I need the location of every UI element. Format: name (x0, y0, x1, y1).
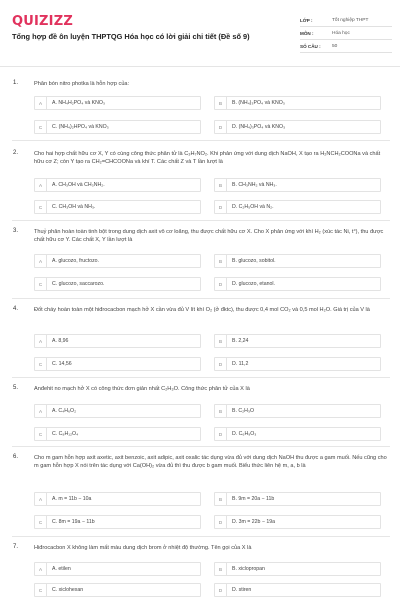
option-c[interactable] (34, 277, 201, 291)
option-a[interactable] (34, 562, 201, 576)
question-text: Cho hai hợp chất hữu cơ X, Y có cùng công thức phân tử là C₃H₇NO₂. Khi phản ứng với dung dịch NaOH, X tạo ra H₂NCH₂COONa và chất hữu cơ Z; còn Y tạo ra CH₂=CHCOONa và khí T. Các chất Z và T lần lượt là (34, 151, 381, 166)
option-letter: A (35, 255, 47, 267)
option-letter: B (215, 493, 227, 505)
question-text: Cho m gam hỗn hợp axit axetic, axit benzoic, axit adipic, axit oxalic tác dụng vừa đủ với dung dịch NaOH thu được a gam muối. Nếu cũng cho m gam hỗn hợp X nói trên tác dụng với Ca(OH)₂ vừa đủ thì thu được b gam muối. Biểu thức liên hệ m, a, b là (34, 455, 387, 470)
option-letter: C (35, 278, 47, 290)
option-letter: D (215, 358, 227, 370)
option-b[interactable] (214, 562, 381, 576)
option-letter: C (35, 584, 47, 596)
option-a[interactable] (34, 254, 201, 268)
question-number: 1. (13, 80, 19, 86)
option-letter: D (215, 516, 227, 528)
option-a[interactable] (34, 492, 201, 506)
meta-row-count (300, 40, 392, 53)
option-letter: A (35, 97, 47, 109)
option-letter: D (215, 121, 227, 133)
option-letter: C (35, 516, 47, 528)
option-text: B. 2,24 (232, 338, 249, 344)
question-text: Thuỷ phân hoàn toàn tinh bột trong dung dịch axit vô cơ loãng, thu được chất hữu cơ X. Cho X phản ứng với khí H₂ (xúc tác Ni, t°), thu được chất hữu cơ Y. Các chất X, Y lần lượt là (34, 229, 384, 244)
option-a[interactable] (34, 96, 201, 110)
option-b[interactable] (214, 334, 381, 348)
option-letter: C (35, 428, 47, 440)
question-number: 6. (13, 454, 19, 460)
option-text: C. xiclohexan (52, 587, 84, 593)
option-letter: B (215, 179, 227, 191)
question-divider (12, 536, 390, 537)
question-number: 5. (13, 385, 19, 391)
option-letter: B (215, 97, 227, 109)
option-text: B. CH₃NH₂ và NH₃. (232, 182, 277, 188)
quizizz-logo[interactable]: QUIZIZZ (12, 14, 73, 29)
option-letter: B (215, 335, 227, 347)
option-d[interactable] (214, 120, 381, 134)
option-b[interactable] (214, 492, 381, 506)
option-text: A. NH₄H₂PO₄ và KNO₃ (52, 100, 106, 106)
meta-key: MÔN : (300, 30, 314, 36)
option-b[interactable] (214, 96, 381, 110)
question-number: 3. (13, 228, 19, 234)
question-text: Phân bón nitro photka là hỗn hợp của: (34, 81, 130, 87)
option-text: A. glucozo, fructozo. (52, 258, 99, 264)
option-letter: A (35, 563, 47, 575)
option-text: D. stiren (232, 587, 252, 593)
option-b[interactable] (214, 178, 381, 192)
option-letter: A (35, 179, 47, 191)
option-letter: B (215, 405, 227, 417)
option-text: A. 8,96 (52, 338, 69, 344)
question-number: 7. (13, 544, 19, 550)
question-divider (12, 298, 390, 299)
option-d[interactable] (214, 515, 381, 529)
option-letter: A (35, 493, 47, 505)
option-text: D. C₂H₅OH và N₂. (232, 204, 274, 210)
option-text: B. (NH₄)₃PO₄ và KNO₃ (232, 100, 285, 106)
option-text: C. 14,56 (52, 361, 72, 367)
option-letter: D (215, 428, 227, 440)
page-title: Tổng hợp đề ôn luyện THPTQG Hóa học có lời giải chi tiết (Đề số 9) (12, 32, 250, 41)
worksheet-meta (300, 14, 392, 53)
option-letter: B (215, 563, 227, 575)
option-text: D. C₆H₉O₃ (232, 431, 257, 437)
option-text: C. C₈H₁₂O₄ (52, 431, 79, 437)
option-letter: D (215, 584, 227, 596)
option-text: D. (NH₄)₃PO₄ và KNO₃ (232, 124, 286, 130)
option-c[interactable] (34, 357, 201, 371)
question-divider (12, 220, 390, 221)
option-letter: A (35, 405, 47, 417)
option-a[interactable] (34, 404, 201, 418)
option-letter: C (35, 358, 47, 370)
option-text: B. C₂H₃O (232, 408, 254, 414)
option-d[interactable] (214, 277, 381, 291)
option-text: D. 3m = 22b − 19a (232, 519, 275, 525)
meta-row-class (300, 14, 392, 27)
option-c[interactable] (34, 583, 201, 597)
option-text: B. xiclopropan (232, 566, 265, 572)
meta-key: SỐ CÂU : (300, 43, 321, 49)
option-d[interactable] (214, 583, 381, 597)
worksheet-header (0, 0, 400, 62)
question-text: Anđehit no mạch hở X có công thức đơn giản nhất C₂H₃O. Công thức phân tử của X là (34, 386, 250, 392)
option-d[interactable] (214, 200, 381, 214)
header-divider (0, 66, 400, 67)
option-text: C. (NH₄)₂HPO₄ và KNO₃ (52, 124, 109, 130)
option-letter: C (35, 121, 47, 133)
option-text: A. C₄H₆O₂ (52, 408, 77, 414)
meta-row-subject (300, 27, 392, 40)
option-text: B. 9m = 20a − 11b (232, 496, 275, 502)
meta-value: Hóa học (332, 30, 350, 36)
option-a[interactable] (34, 178, 201, 192)
question-text: Đốt cháy hoàn toàn một hiđrocacbon mạch hở X cần vừa đủ V lít khí O₂ (ở đktc), thu được 0,4 mol CO₂ và 0,5 mol H₂O. Giá trị của V là (34, 307, 370, 313)
option-text: A. CH₃OH và CH₃NH₂. (52, 182, 105, 188)
option-letter: B (215, 255, 227, 267)
option-c[interactable] (34, 200, 201, 214)
option-b[interactable] (214, 404, 381, 418)
question-text: Hiđrocacbon X không làm mất màu dung dịch brom ở nhiệt độ thường. Tên gọi của X là (34, 545, 252, 551)
question-divider (12, 140, 390, 141)
option-letter: D (215, 201, 227, 213)
option-text: A. etilen (52, 566, 71, 572)
question-number: 4. (13, 306, 19, 312)
option-text: C. CH₃OH và NH₃. (52, 204, 96, 210)
meta-value: 50 (332, 43, 338, 49)
option-c[interactable] (34, 427, 201, 441)
option-d[interactable] (214, 357, 381, 371)
option-letter: C (35, 201, 47, 213)
option-text: B. glucozo, sobitol. (232, 258, 276, 264)
option-c[interactable] (34, 120, 201, 134)
option-b[interactable] (214, 254, 381, 268)
option-text: A. m = 11b − 10a (52, 496, 92, 502)
question-divider (12, 377, 390, 378)
option-text: C. glucozo, saccarozo. (52, 281, 105, 287)
option-a[interactable] (34, 334, 201, 348)
question-number: 2. (13, 150, 19, 156)
option-c[interactable] (34, 515, 201, 529)
option-d[interactable] (214, 427, 381, 441)
question-divider (12, 446, 390, 447)
option-letter: D (215, 278, 227, 290)
option-text: D. 11,2 (232, 361, 249, 367)
option-letter: A (35, 335, 47, 347)
option-text: C. 8m = 19a − 11b (52, 519, 95, 525)
option-text: D. glucozo, etanol. (232, 281, 275, 287)
meta-value: Tốt nghiệp THPT (332, 17, 369, 23)
meta-key: LỚP : (300, 17, 313, 23)
